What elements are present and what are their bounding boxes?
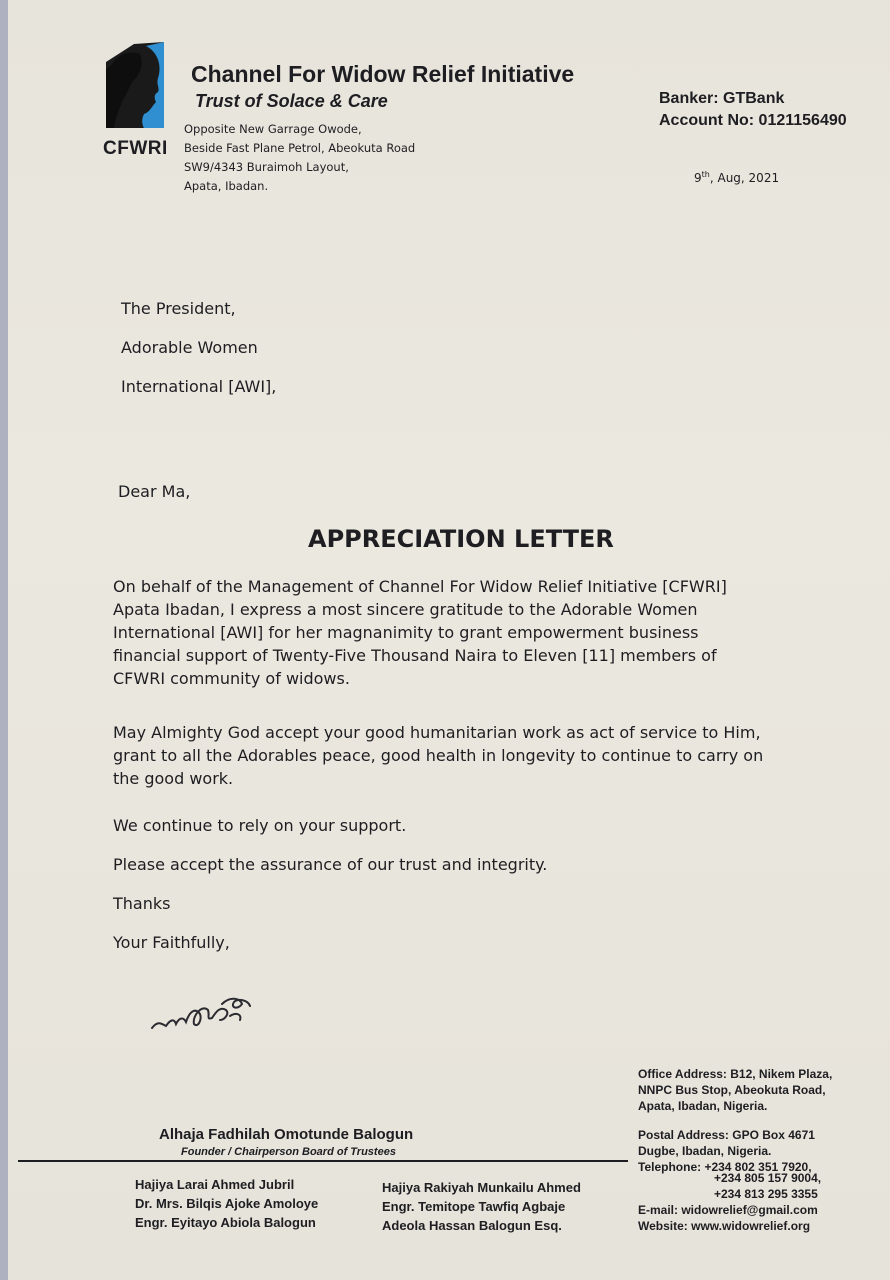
letter-subject: APPRECIATION LETTER: [308, 525, 614, 553]
body-line: financial support of Twenty-Five Thousand Naira to Eleven [11] members of: [113, 646, 717, 665]
recipient-line: Adorable Women: [121, 338, 258, 357]
banker-name: Banker: GTBank: [659, 90, 785, 107]
trustee-name: Hajiya Larai Ahmed Jubril: [135, 1177, 295, 1192]
postal-address: [638, 1127, 815, 1175]
address-line: Beside Fast Plane Petrol, Abeokuta Road: [184, 141, 416, 155]
body-paragraph-2: [113, 721, 803, 790]
signer-title: Founder / Chairperson Board of Trustees: [181, 1146, 396, 1158]
body-line: International [AWI] for her magnanimity to grant empowerment business: [113, 623, 699, 642]
body-line: On behalf of the Management of Channel For Widow Relief Initiative [CFWRI]: [113, 577, 727, 596]
organization-name: Channel For Widow Relief Initiative: [191, 61, 575, 87]
body-paragraph-3: We continue to rely on your support.: [113, 816, 407, 835]
office-address: [638, 1066, 832, 1114]
body-line: the good work.: [113, 769, 234, 788]
recipient-line: The President,: [121, 299, 236, 318]
contact-line: Telephone: +234 802 351 7920,: [638, 1160, 812, 1174]
trustee-name: Dr. Mrs. Bilqis Ajoke Amoloye: [135, 1196, 319, 1211]
body-paragraph-1: [113, 575, 803, 690]
contact-line: Dugbe, Ibadan, Nigeria.: [638, 1144, 772, 1158]
salutation: Dear Ma,: [118, 482, 191, 501]
address-line: Apata, Ibadan.: [184, 179, 269, 193]
contact-line: Apata, Ibadan, Nigeria.: [638, 1099, 768, 1113]
trustees-right: [382, 1178, 581, 1235]
address-line: Opposite New Garrage Owode,: [184, 122, 362, 136]
trustees-left: [135, 1175, 318, 1232]
body-line: Apata Ibadan, I express a most sincere gratitude to the Adorable Women: [113, 600, 698, 619]
signer-name: Alhaja Fadhilah Omotunde Balogun: [159, 1126, 414, 1143]
handwritten-signature: [146, 990, 266, 1040]
phone-line: +234 805 157 9004,: [714, 1171, 822, 1185]
organization-tagline: Trust of Solace & Care: [195, 91, 388, 111]
page-edge: [0, 0, 8, 1280]
letter-date: 9th, Aug, 2021: [694, 170, 780, 185]
body-line: May Almighty God accept your good humanitarian work as act of service to Him,: [113, 723, 761, 742]
account-number: Account No: 0121156490: [659, 112, 847, 129]
trustee-name: Engr. Temitope Tawfiq Agbaje: [382, 1199, 566, 1214]
address-line: SW9/4343 Buraimoh Layout,: [184, 160, 349, 174]
contact-line: Postal Address: GPO Box 4671: [638, 1128, 815, 1142]
email-website: [638, 1202, 818, 1234]
cfwri-logo-icon: [104, 40, 166, 130]
body-paragraph-4: Please accept the assurance of our trust and integrity.: [113, 855, 548, 874]
thanks-line: Thanks: [113, 894, 171, 913]
contact-line: NNPC Bus Stop, Abeokuta Road,: [638, 1083, 826, 1097]
trustee-name: Hajiya Rakiyah Munkailu Ahmed: [382, 1180, 581, 1195]
recipient-block: [121, 289, 276, 406]
letter-page: [8, 0, 890, 1280]
recipient-line: International [AWI],: [121, 377, 277, 396]
trustee-name: Engr. Eyitayo Abiola Balogun: [135, 1215, 316, 1230]
trustee-name: Adeola Hassan Balogun Esq.: [382, 1218, 562, 1233]
email-line: E-mail: widowrelief@gmail.com: [638, 1203, 818, 1217]
contact-line: Office Address: B12, Nikem Plaza,: [638, 1067, 833, 1081]
logo-wordmark: CFWRI: [103, 138, 168, 159]
website-line: Website: www.widowrelief.org: [638, 1219, 811, 1233]
closing-line: Your Faithfully,: [113, 933, 230, 952]
phone-line: +234 813 295 3355: [714, 1187, 818, 1201]
bank-details: [659, 88, 847, 132]
telephone-numbers: [714, 1170, 821, 1202]
letterhead-address: [184, 120, 415, 196]
footer-divider: [18, 1160, 628, 1162]
body-line: grant to all the Adorables peace, good health in longevity to continue to carry on: [113, 746, 764, 765]
body-line: CFWRI community of widows.: [113, 669, 350, 688]
